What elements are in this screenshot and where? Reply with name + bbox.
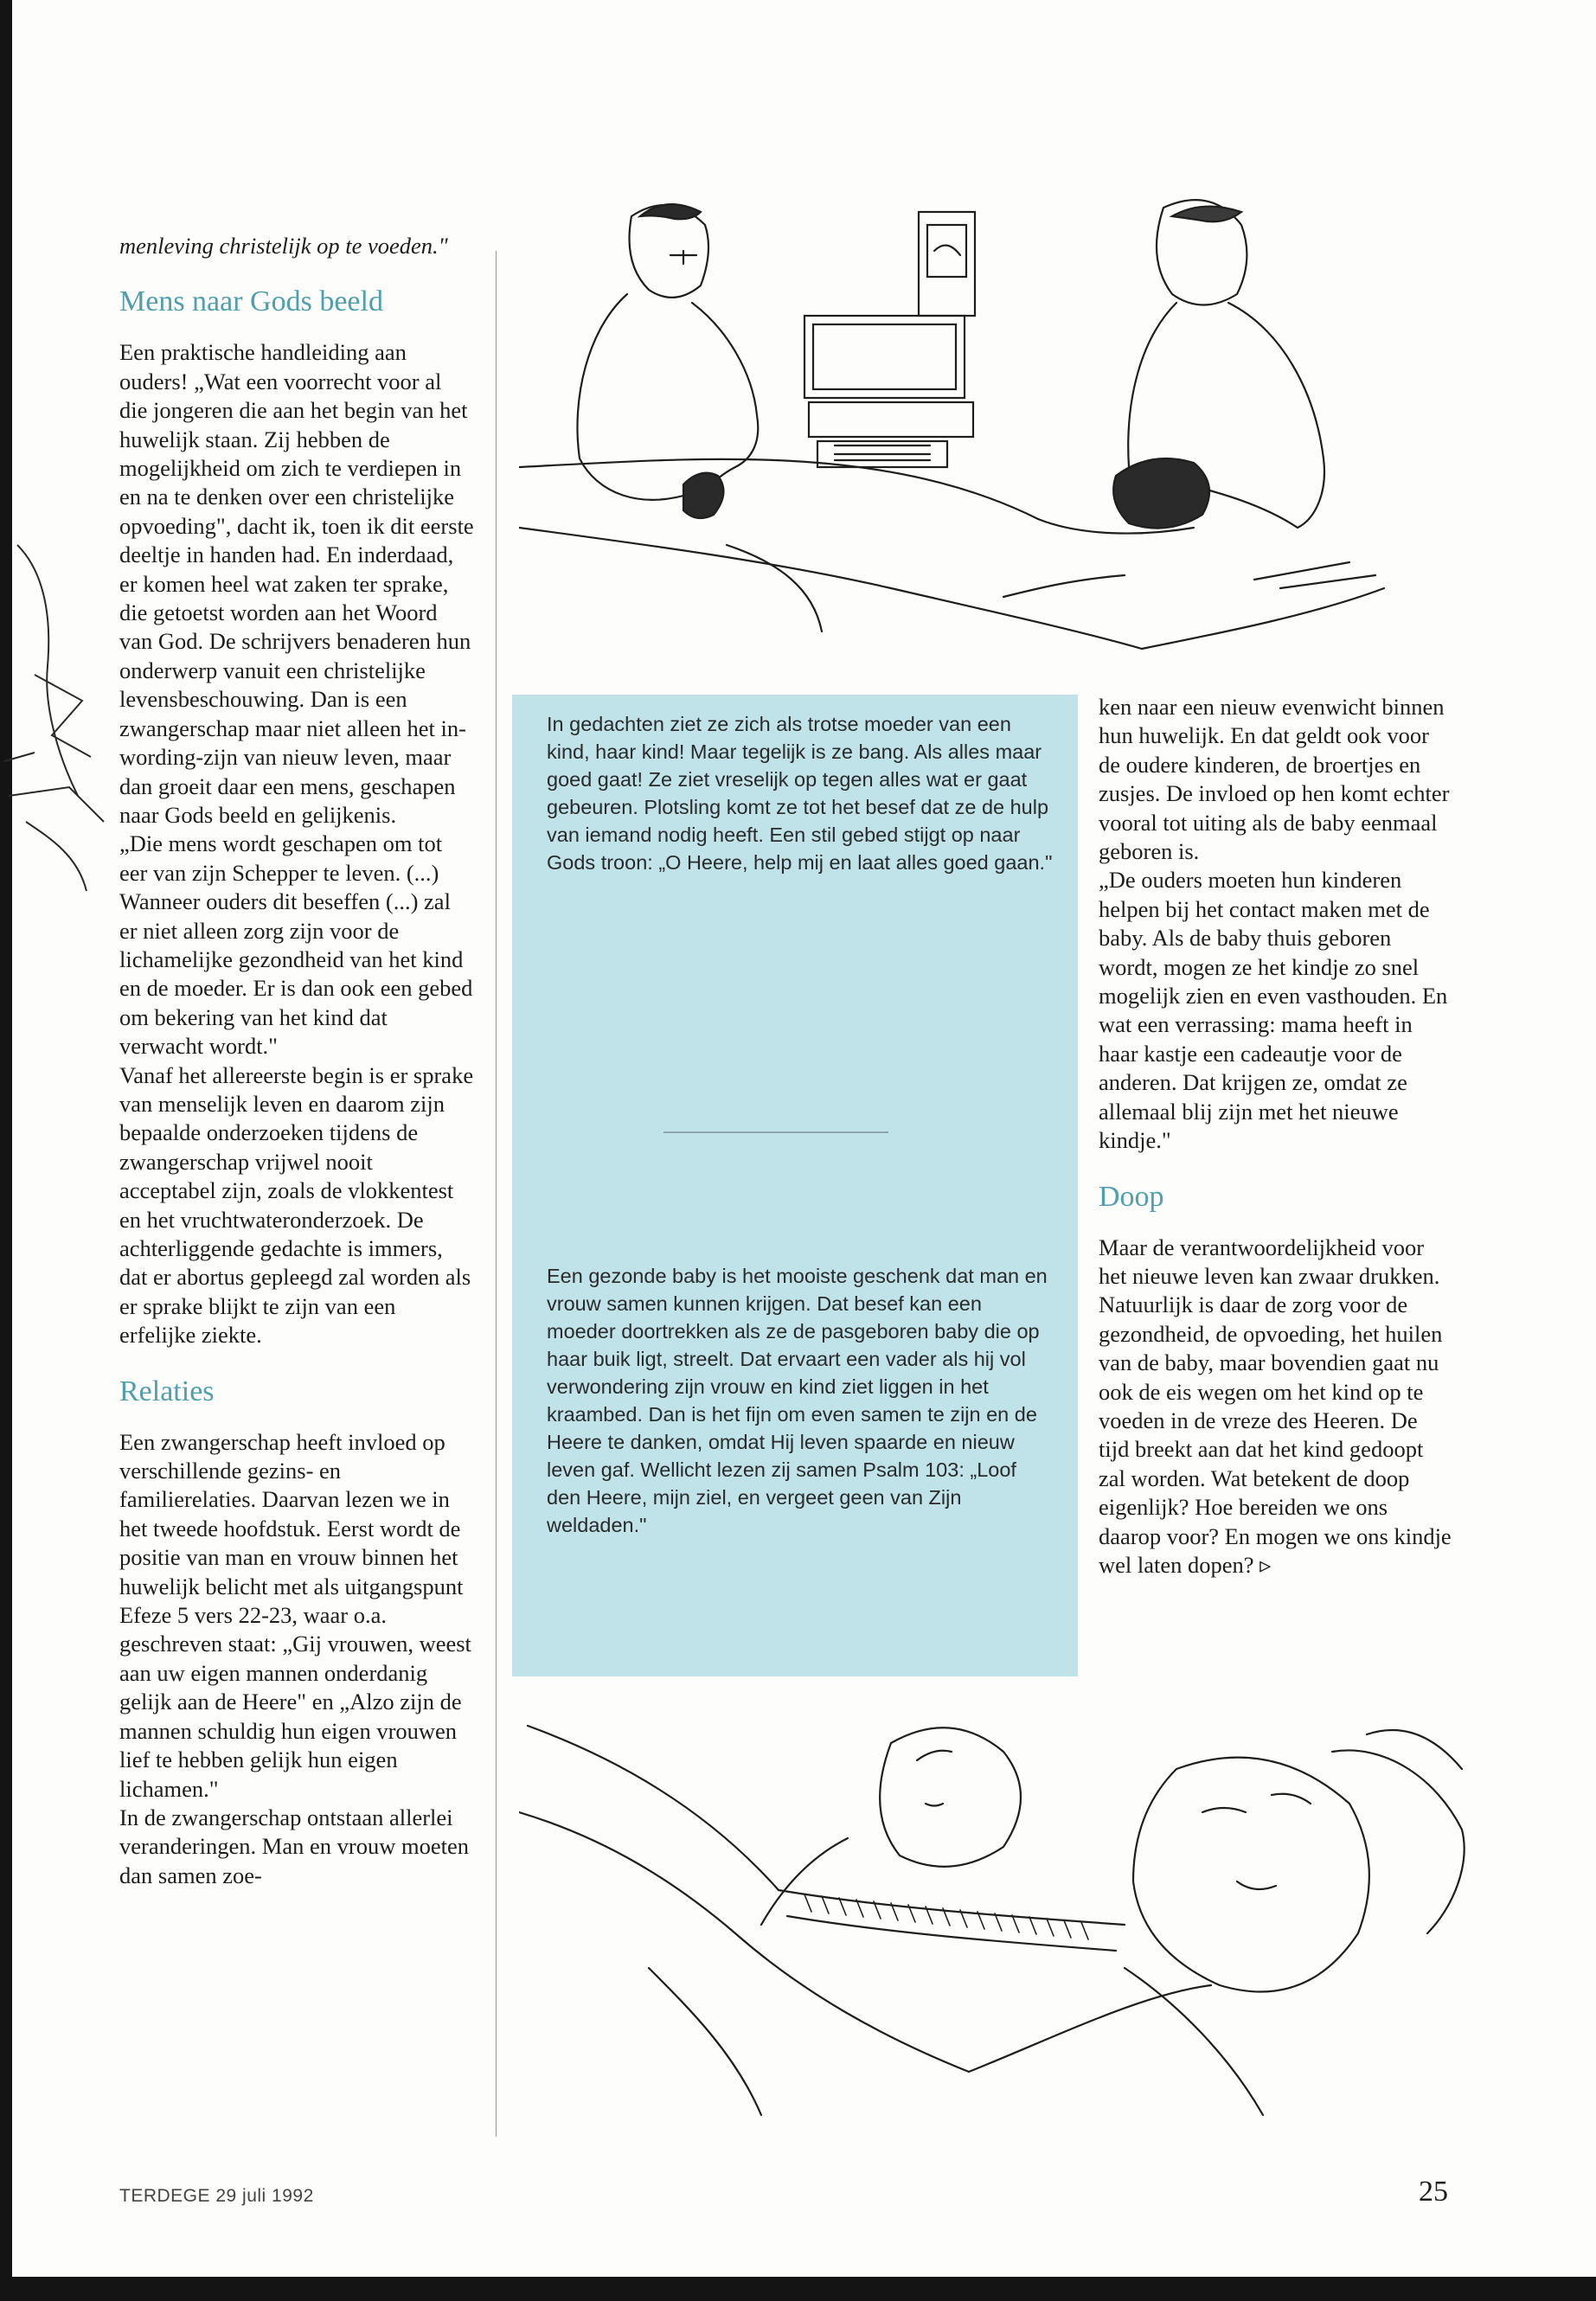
paragraph: In de zwangerschap ontstaan allerlei veranderingen. Man en vrouw moeten dan samen zoe- [119,1804,469,1888]
callout-divider [663,1131,888,1133]
article-column-right [1099,693,1453,1580]
page-number: 25 [1419,2176,1448,2208]
mother-newborn-illustration [519,1708,1492,2141]
scan-edge-left [0,0,12,2301]
ultrasound-scene-illustration [519,182,1410,701]
paragraph: „Die mens wordt geschapen om tot eer van zijn Schepper te leven. (...) Wanneer ouders dit beseffen (...) zal er niet alleen zorg zijn voor de lichamelijke gezondheid van het kind en de moeder. Er is dan ook een gebed om bekering van het kind dat verwacht wordt." [119,830,473,1060]
callout-box [512,695,1078,1676]
heading-doop: Doop [1099,1180,1164,1213]
column-divider [496,251,497,2137]
scan-edge-bottom [0,2277,1596,2301]
margin-sketch-illustration [0,536,121,900]
callout-text-bottom: Een gezonde baby is het mooiste geschenk dat man en vrouw samen kunnen krijgen. Dat besef kan een moeder doortrekken als ze de pasgeboren baby die op haar buik ligt, streelt. Dat ervaart een vader als hij vol verwondering zijn vrouw en kind ziet liggen in het kraambed. Dan is het fijn om even samen te zijn en de Heere te danken, omdat Hij leven spaarde en nieuw leven gaf. Wellicht lezen zij samen Psalm 103: „Loof den Heere, mijn ziel, en vergeet geen van Zijn weldaden." [547,1265,1048,1536]
paragraph: ken naar een nieuw evenwicht binnen hun huwelijk. En dat geldt ook voor de oudere kinderen, de broertjes en zusjes. De invloed op hen komt echter vooral tot uiting als de baby eenmaal geboren is. [1099,694,1450,865]
paragraph: Een zwangerschap heeft invloed op verschillende gezins- en familierelaties. Daarvan lezen we in het tweede hoofdstuk. Eerst wordt de positie van man en vrouw binnen het huwelijk belicht met als uitgangspunt Efeze 5 vers 22-23, waar o.a. geschreven staat: „Gij vrouwen, weest aan uw eigen mannen onderdanig gelijk aan de Heere" en „Alzo zijn de mannen schuldig hun eigen vrouwen lief te hebben gelijk hun eigen lichamen." [119,1428,471,1802]
paragraph: Een praktische handleiding aan ouders! „Wat een voorrecht voor al die jongeren die aan het begin van het huwelijk staan. Zij hebben de mogelijkheid om zich te verdiepen in en na te denken over een christelijke opvoeding", dacht ik, toen ik dit eerste deeltje in handen had. En inderdaad, er komen heel wat zaken ter sprake, die getoetst worden aan het Woord van God. De schrijvers benaderen hun onderwerp vanuit een christelijke levensbeschouwing. Dan is een zwangerschap maar niet alleen het in-wording-zijn van nieuw leven, maar dan groeit daar een mens, geschapen naar Gods beeld en gelijkenis. [119,339,474,828]
paragraph: „De ouders moeten hun kinderen helpen bij het contact maken met de baby. Als de baby thuis geboren wordt, mogen ze het kindje zo snel mogelijk zien en even vasthouden. En wat een verrassing: mama heeft in haar kastje een cadeautje voor de anderen. Dat krijgen ze, omdat ze allemaal blij zijn met het nieuwe kindje." [1099,867,1448,1154]
lead-quote: menleving christelijk op te voeden." [119,233,448,259]
heading-mens-naar-gods-beeld: Mens naar Gods beeld [119,285,383,318]
paragraph: Maar de verantwoordelijkheid voor het nieuwe leven kan zwaar drukken. Natuurlijk is daar de zorg voor de gezondheid, de opvoeding, het huilen van de baby, maar bovendien gaat nu ook de eis wegen om het kind op te voeden in de vreze des Heeren. De tijd breekt aan dat het kind gedoopt zal worden. Wat betekent de doop eigenlijk? Hoe bereiden we ons daarop voor? En mogen we ons kindje wel laten dopen? ▹ [1099,1234,1452,1578]
publication-footer: TERDEGE 29 juli 1992 [119,2186,314,2206]
heading-relaties: Relaties [119,1375,215,1407]
paragraph: Vanaf het allereerste begin is er sprake van menselijk leven en daarom zijn bepaalde onderzoeken tijdens de zwangerschap vrijwel nooit acceptabel zijn, zoals de vlokkentest en het vruchtwateronderzoek. De achterliggende gedachte is immers, dat er abortus gepleegd zal worden als er sprake blijkt te zijn van een erfelijke ziekte. [119,1061,474,1349]
callout-text-top: In gedachten ziet ze zich als trotse moeder van een kind, haar kind! Maar tegelijk is ze bang. Als alles maar goed gaat! Ze ziet vreselijk op tegen alles wat er gaat gebeuren. Plotsling komt ze tot het besef dat ze de hulp van iemand nodig heeft. Een stil gebed stijgt op naar Gods troon: „O Heere, help mij en laat alles goed gaan." [547,713,1053,874]
article-column-left [119,232,474,1890]
